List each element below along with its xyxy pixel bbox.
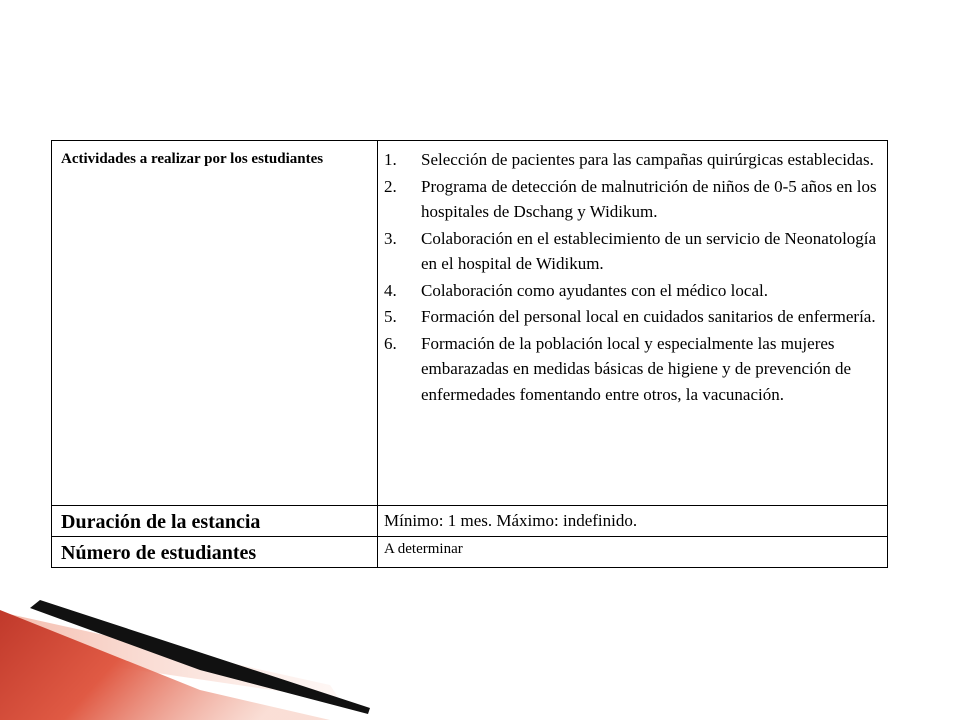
list-item bbox=[384, 278, 878, 304]
list-item-number: 6. bbox=[384, 333, 397, 353]
activities-list-cell bbox=[378, 141, 888, 506]
list-item-number: 5. bbox=[384, 307, 397, 326]
list-item bbox=[384, 331, 878, 408]
duracion-label: Duración de la estancia bbox=[61, 511, 261, 533]
info-table bbox=[51, 140, 888, 568]
duracion-label-cell bbox=[52, 506, 378, 537]
list-item-text: Programa de detección de malnutrición de niños de 0-5 años en los hospitales de Dschang y Widikum. bbox=[421, 176, 877, 221]
list-item-text: Colaboración en el establecimiento de un servicio de Neonatología en el hospital de Widikum. bbox=[421, 228, 877, 273]
numero-value-cell bbox=[378, 537, 888, 568]
list-item bbox=[384, 174, 878, 225]
activities-label: Actividades a realizar por los estudiantes bbox=[61, 151, 324, 167]
list-item-text: Selección de pacientes para las campañas quirúrgicas establecidas. bbox=[421, 150, 874, 169]
list-item-number: 1. bbox=[384, 150, 397, 169]
list-item-text: Formación de la población local y especialmente las mujeres embarazadas en medidas básicas de higiene y de prevención de enfermedades fomentando entre otros, la vacunación. bbox=[421, 333, 852, 404]
duracion-value-cell bbox=[378, 506, 888, 537]
numero-value: A determinar bbox=[384, 541, 463, 557]
numero-label: Número de estudiantes bbox=[61, 542, 257, 564]
table-row-duracion bbox=[52, 506, 888, 537]
list-item-number: 4. bbox=[384, 280, 397, 300]
activities-label-cell bbox=[52, 141, 378, 506]
list-item bbox=[384, 147, 878, 173]
activities-list bbox=[379, 142, 886, 407]
table-row-activities bbox=[52, 141, 888, 506]
numero-label-cell bbox=[52, 537, 378, 568]
list-item-number: 2. bbox=[384, 176, 397, 196]
list-item bbox=[384, 304, 878, 330]
table-row-numero bbox=[52, 537, 888, 568]
decorative-swoosh bbox=[0, 590, 420, 720]
duracion-value: Mínimo: 1 mes. Máximo: indefinido. bbox=[384, 511, 638, 530]
list-item-number: 3. bbox=[384, 228, 397, 248]
list-item-text: Colaboración como ayudantes con el médico local. bbox=[421, 280, 768, 300]
list-item-text: Formación del personal local en cuidados sanitarios de enfermería. bbox=[421, 307, 876, 326]
list-item bbox=[384, 226, 878, 277]
